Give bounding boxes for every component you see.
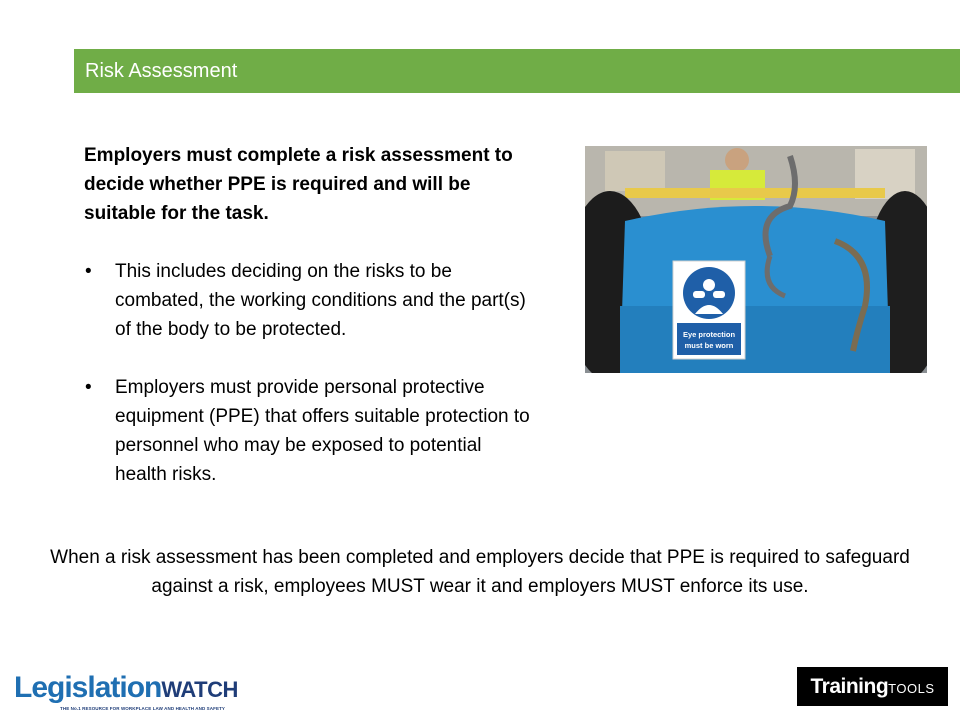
logo-left-main: Legislation: [14, 671, 162, 704]
logo-left-tagline: THE No.1 RESOURCE FOR WORKPLACE LAW AND HEALTH AND SAFETY: [60, 706, 226, 711]
footer-note: When a risk assessment has been completed and employers decide that PPE is required to safeguard against a risk, employees MUST wear it and employers MUST enforce its use.: [50, 547, 910, 597]
logo-right-main: Training: [810, 675, 889, 698]
bullet-item: [84, 257, 534, 344]
bullet-icon: •: [85, 261, 92, 282]
sign-text-line1: Eye protection: [682, 330, 736, 339]
slide-title-bar: [74, 49, 960, 93]
intro-paragraph: Employers must complete a risk assessment to decide whether PPE is required and will be suitable for the task.: [84, 145, 513, 224]
logo-right-accent: TOOLS: [888, 681, 935, 696]
bullet-item: [84, 373, 534, 489]
bullet-text: Employers must provide personal protective equipment (PPE) that offers suitable protection to personnel who may be exposed to potential health risks.: [115, 377, 530, 485]
bullet-icon: •: [85, 377, 92, 398]
bullet-text: This includes deciding on the risks to be combated, the working conditions and the part(s) of the body to be protected.: [115, 261, 526, 340]
legislation-watch-logo: [14, 671, 238, 712]
sign-text-line2: must be worn: [684, 341, 734, 350]
slide-title: Risk Assessment: [85, 60, 238, 82]
logo-left-accent: WATCH: [161, 677, 238, 702]
main-text-block: [84, 141, 534, 518]
training-tools-logo: [797, 667, 948, 706]
eye-protection-photo: [585, 146, 927, 373]
bullet-list: [84, 257, 534, 489]
